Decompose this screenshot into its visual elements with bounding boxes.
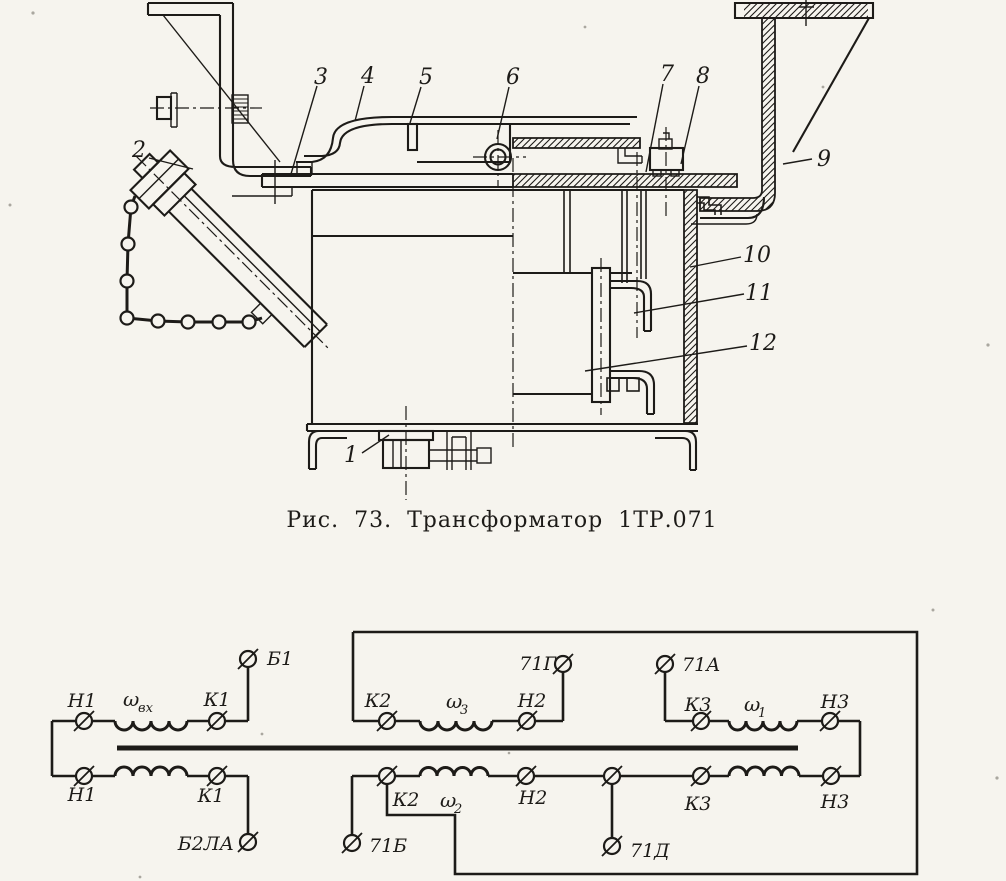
label-k2-top: К2 (364, 690, 392, 712)
clamp-tab (607, 378, 619, 391)
assembly-drawing (116, 0, 873, 500)
label-h3-top: Н3 (820, 691, 850, 713)
callout-10: 10 (743, 243, 771, 268)
label-w3-sub: 3 (460, 703, 469, 718)
mounting-foot-left (309, 431, 347, 469)
label-w1: ω (744, 692, 761, 716)
label-w2: ω (440, 788, 457, 812)
housing-outline (353, 632, 917, 874)
label-h3-bot: Н3 (820, 791, 850, 813)
mounting-bolt (150, 93, 262, 127)
coil-w-in-top (115, 721, 187, 730)
label-h2-top: Н2 (517, 690, 547, 712)
coil-w1 (729, 721, 797, 730)
terminal-circles (74, 649, 841, 856)
fuse-holder-2 (116, 136, 349, 369)
label-71g: 71Г (519, 653, 556, 675)
label-h1-top: Н1 (67, 690, 97, 712)
right-cover-9 (691, 0, 873, 224)
label-b1: Б1 (267, 648, 294, 670)
terminal-block-8 (650, 127, 683, 217)
callout-3: 3 (314, 65, 328, 90)
transformer-body (307, 158, 698, 448)
label-k1-top: К1 (203, 689, 231, 711)
callout-1: 1 (344, 443, 358, 468)
label-71b: 71Б (369, 835, 408, 857)
label-h1-bot: Н1 (67, 784, 97, 806)
label-71d: 71Д (630, 840, 670, 862)
clamp-tab (627, 378, 639, 391)
label-k3-top: К3 (684, 694, 712, 716)
wire-hook-upper (610, 281, 651, 331)
callout-6: 6 (506, 65, 520, 90)
figure-caption: Рис. 73. Трансформатор 1ТР.071 (286, 508, 718, 533)
side-wall-10 (684, 190, 697, 423)
winding-schematic (52, 632, 917, 874)
label-k1-bot: К1 (197, 785, 225, 807)
callout-11: 11 (745, 281, 773, 306)
callout-2: 2 (132, 138, 146, 163)
bushing-plate-5 (408, 124, 510, 162)
label-w3: ω (446, 689, 463, 713)
callout-12: 12 (749, 331, 777, 356)
bead-chain (121, 196, 263, 329)
mounting-foot-right (655, 431, 696, 470)
label-k2-bot: К2 (392, 789, 420, 811)
coil-w-in-bottom (115, 767, 187, 776)
coil-w3 (420, 721, 492, 730)
callout-7: 7 (660, 62, 674, 87)
label-h2-bot: Н2 (518, 787, 548, 809)
label-w2-sub: 2 (454, 802, 463, 817)
insulation-strip (513, 138, 642, 163)
callout-4: 4 (361, 64, 375, 89)
callout-5: 5 (419, 65, 433, 90)
coil-w2 (420, 768, 488, 777)
label-k3-bot: К3 (684, 793, 712, 815)
coil-w1-bottom (729, 767, 799, 776)
label-w1-sub: 1 (758, 706, 767, 721)
callout-9: 9 (817, 147, 831, 172)
label-w-in: ω (123, 687, 140, 711)
left-cover-bracket (148, 3, 311, 196)
fastener-assembly-1 (379, 406, 491, 500)
label-w-in-sub: вх (138, 701, 153, 716)
label-71a: 71А (682, 654, 721, 676)
label-b2la: Б2ЛА (177, 833, 234, 855)
terminal-slashes (74, 649, 841, 856)
callout-8: 8 (696, 64, 710, 89)
